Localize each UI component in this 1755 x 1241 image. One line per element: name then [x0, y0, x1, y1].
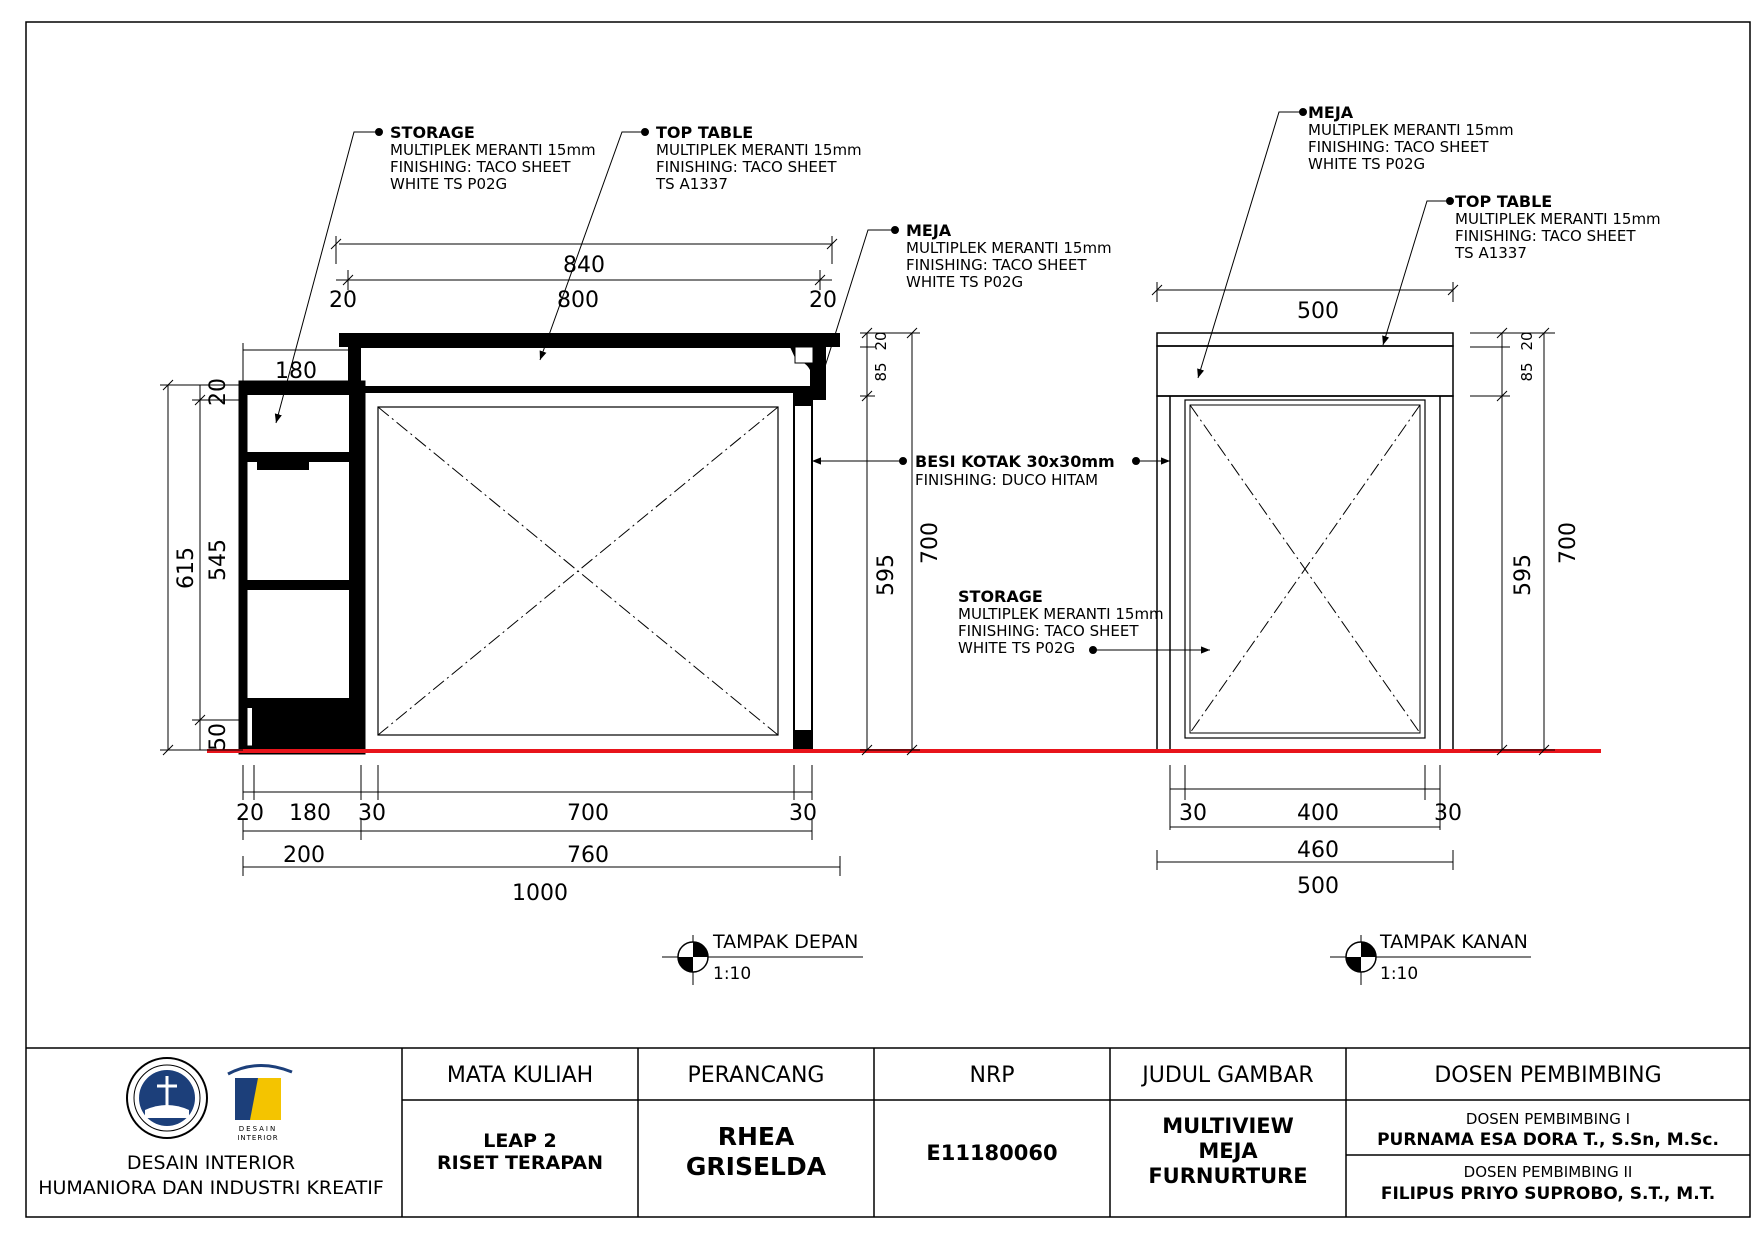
- dim-20-side: 20: [1518, 331, 1536, 351]
- institution-line2: HUMANIORA DAN INDUSTRI KREATIF: [38, 1177, 384, 1199]
- front-section-scale: 1:10: [713, 964, 752, 984]
- dim-700-v: 700: [918, 522, 943, 564]
- side-table-top: [1157, 333, 1453, 346]
- mata-kuliah-line1: LEAP 2: [483, 1130, 557, 1152]
- dim-30-side-left: 30: [1179, 801, 1207, 826]
- side-storage-title: STORAGE: [958, 587, 1043, 606]
- dim-760: 760: [567, 843, 609, 868]
- side-section-title: TAMPAK KANAN: [1380, 931, 1528, 953]
- dim-30-side-right: 30: [1434, 801, 1462, 826]
- front-view: [243, 333, 840, 750]
- side-meja-label: [1308, 103, 1514, 173]
- logo-caption-bottom: INTERIOR: [237, 1134, 279, 1142]
- dim-85-side: 85: [1518, 362, 1536, 382]
- dosen1-name: PURNAMA ESA DORA T., S.Sn, M.Sc.: [1377, 1130, 1719, 1150]
- dim-20-right: 20: [809, 288, 837, 313]
- institution-line1: DESAIN INTERIOR: [126, 1152, 296, 1174]
- side-dim-texts: [1179, 299, 1581, 899]
- header-nrp: NRP: [969, 1063, 1015, 1088]
- side-storage-label: [958, 587, 1164, 657]
- dim-85: 85: [872, 362, 890, 382]
- label-line: WHITE TS P02G: [390, 175, 508, 193]
- university-logo: [127, 1058, 207, 1138]
- dim-1000: 1000: [512, 881, 568, 906]
- label-line: FINISHING: TACO SHEET: [906, 256, 1087, 274]
- dim-595-side: 595: [1511, 554, 1536, 596]
- label-line: MULTIPLEK MERANTI 15mm: [656, 141, 862, 159]
- header-dosen: DOSEN PEMBIMBING: [1434, 1063, 1662, 1088]
- label-line: WHITE TS P02G: [1308, 155, 1426, 173]
- dosen2-label: DOSEN PEMBIMBING II: [1463, 1163, 1633, 1181]
- header-perancang: PERANCANG: [687, 1063, 825, 1088]
- dim-20-left-v: 20: [206, 378, 231, 406]
- side-top-table-label: [1454, 192, 1661, 262]
- dim-30-right: 30: [789, 801, 817, 826]
- dim-700-h: 700: [567, 801, 609, 826]
- label-line: FINISHING: TACO SHEET: [1455, 227, 1636, 245]
- side-section-marker: [1330, 931, 1531, 985]
- label-line: FINISHING: TACO SHEET: [656, 158, 837, 176]
- front-storage-label: [390, 123, 596, 193]
- dim-500-top: 500: [1297, 299, 1339, 324]
- header-judul: JUDUL GAMBAR: [1142, 1063, 1314, 1088]
- dim-400: 400: [1297, 801, 1339, 826]
- label-line: FINISHING: TACO SHEET: [390, 158, 571, 176]
- dim-500-bottom: 500: [1297, 874, 1339, 899]
- label-line: FINISHING: DUCO HITAM: [915, 471, 1099, 489]
- dim-595: 595: [874, 554, 899, 596]
- dim-20-bottom: 20: [236, 801, 264, 826]
- logo-caption-top: DESAIN: [238, 1125, 278, 1133]
- front-storage-title: STORAGE: [390, 123, 475, 142]
- dim-460: 460: [1297, 838, 1339, 863]
- dim-840: 840: [563, 253, 605, 278]
- dim-800: 800: [557, 288, 599, 313]
- dim-200: 200: [283, 843, 325, 868]
- front-top-table-title: TOP TABLE: [656, 123, 754, 142]
- label-line: FINISHING: TACO SHEET: [958, 622, 1139, 640]
- front-apron: [349, 347, 812, 390]
- front-section-title: TAMPAK DEPAN: [713, 931, 859, 953]
- side-top-table-title: TOP TABLE: [1455, 192, 1553, 211]
- besi-title: BESI KOTAK 30x30mm: [915, 452, 1115, 471]
- dim-615: 615: [174, 547, 199, 589]
- front-storage-frame: [243, 385, 361, 750]
- side-dimensions: [1152, 282, 1555, 870]
- perancang-line2: GRISELDA: [685, 1152, 827, 1181]
- dim-545: 545: [206, 539, 231, 581]
- front-dim-texts: [174, 253, 943, 906]
- header-mata-kuliah: MATA KULIAH: [446, 1063, 594, 1088]
- label-line: WHITE TS P02G: [958, 639, 1076, 657]
- perancang-line1: RHEA: [717, 1122, 795, 1151]
- dim-20-left: 20: [329, 288, 357, 313]
- dim-50: 50: [206, 723, 231, 751]
- label-line: MULTIPLEK MERANTI 15mm: [958, 605, 1164, 623]
- besi-label: [915, 452, 1115, 489]
- dim-20-right-v: 20: [872, 331, 890, 351]
- dim-180-top: 180: [275, 359, 317, 384]
- side-frame: [1157, 396, 1453, 750]
- dim-30-left: 30: [358, 801, 386, 826]
- label-line: TS A1337: [656, 175, 728, 193]
- side-apron: [1157, 346, 1453, 396]
- front-meja-label: [906, 221, 1112, 291]
- label-line: MULTIPLEK MERANTI 15mm: [1455, 210, 1661, 228]
- judul-line3: FURNURTURE: [1148, 1164, 1308, 1188]
- front-table-top: [339, 333, 840, 347]
- nrp-value: E11180060: [926, 1141, 1058, 1165]
- mata-kuliah-line2: RISET TERAPAN: [437, 1152, 603, 1174]
- label-line: MULTIPLEK MERANTI 15mm: [390, 141, 596, 159]
- front-right-leg: [794, 390, 812, 750]
- desain-interior-logo: [228, 1065, 292, 1142]
- side-view: [1157, 333, 1453, 750]
- judul-line2: MEJA: [1198, 1139, 1258, 1163]
- label-line: WHITE TS P02G: [906, 273, 1024, 291]
- dim-180-bottom: 180: [289, 801, 331, 826]
- label-line: TS A1337: [1455, 244, 1527, 262]
- dosen2-name: FILIPUS PRIYO SUPROBO, S.T., M.T.: [1380, 1184, 1716, 1204]
- side-meja-title: MEJA: [1308, 103, 1354, 122]
- dosen1-label: DOSEN PEMBIMBING I: [1465, 1110, 1631, 1128]
- dim-700-side: 700: [1556, 522, 1581, 564]
- label-line: MULTIPLEK MERANTI 15mm: [1308, 121, 1514, 139]
- front-top-table-label: [655, 123, 862, 193]
- label-line: MULTIPLEK MERANTI 15mm: [906, 239, 1112, 257]
- judul-line1: MULTIVIEW: [1162, 1114, 1294, 1138]
- front-meja-title: MEJA: [906, 221, 952, 240]
- front-section-marker: [662, 931, 863, 985]
- side-section-scale: 1:10: [1380, 964, 1419, 984]
- label-line: FINISHING: TACO SHEET: [1308, 138, 1489, 156]
